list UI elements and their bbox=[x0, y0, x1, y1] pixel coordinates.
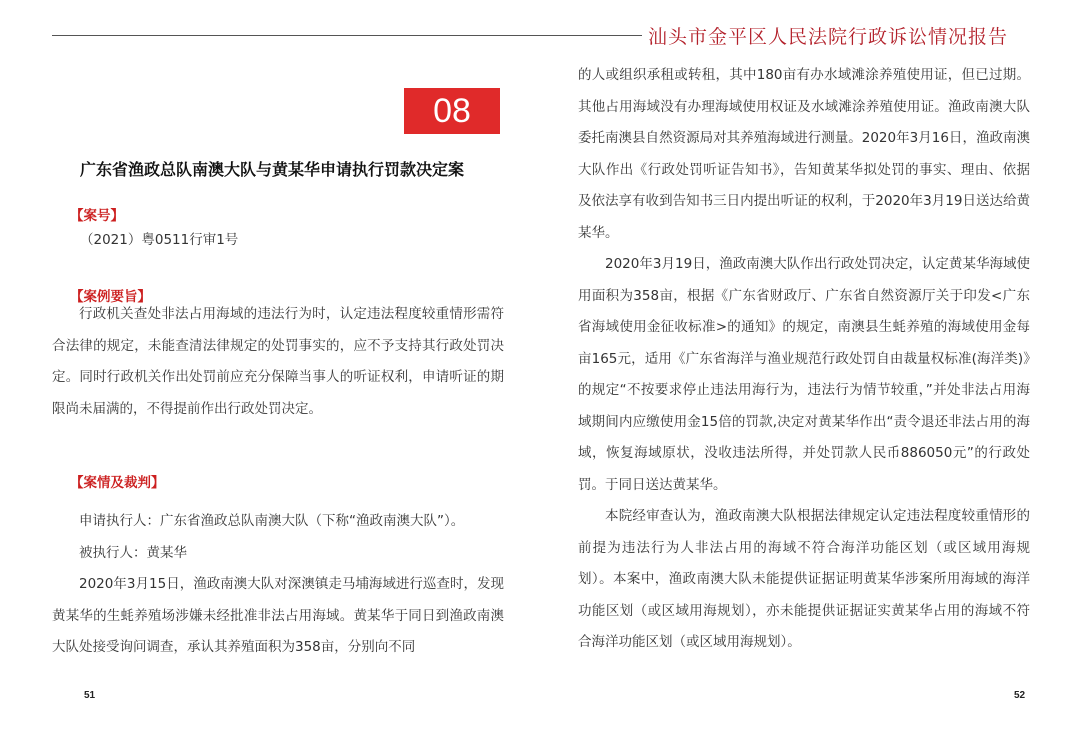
case-title: 广东省渔政总队南澳大队与黄某华申请执行罚款决定案 bbox=[80, 160, 465, 179]
facts-heading: 【案情及裁判】 bbox=[70, 475, 165, 491]
case-number-badge: 08 bbox=[404, 88, 500, 134]
penalty-paragraph: 2020年3月19日，渔政南澳大队作出行政处罚决定，认定黄某华海域使用面积为358亩，根据《广东省财政厅、广东省自然资源厅关于印发<广东省海域使用金征收标准>的通知》的规定，南澳县生蚝养殖的海域使用金每亩165元，适用《广东省海洋与渔业规范行政处罚自由裁量权标准(海洋类)》的规定“不按要求停止违法用海行为，违法行为情节较重，”并处非法占用海域期间内应缴使用金15倍的罚款,决定对黄某华作出“责令退还非法占用的海域，恢复海域原状，没收违法所得，并处罚款人民币886050元”的行政处罚。于同日送达黄某华。 bbox=[578, 256, 1030, 493]
facts-paragraph: 2020年3月15日，渔政南澳大队对深澳镇走马埔海域进行巡查时，发现黄某华的生蚝养殖场涉嫌未经批准非法占用海域。黄某华于同日到渔政南澳大队处接受询问调查，承认其养殖面积为358亩，分别向不同 bbox=[52, 576, 504, 655]
applicant-line: 申请执行人：广东省渔政总队南澳大队（下称“渔政南澳大队”）。 bbox=[79, 513, 465, 529]
header-rule bbox=[52, 35, 642, 36]
facts-section bbox=[52, 506, 504, 664]
respondent-line: 被执行人：黄某华 bbox=[79, 544, 187, 561]
review-paragraph: 本院经审查认为，渔政南澳大队根据法律规定认定违法程度较重情形的前提为违法行为人非法占用的海域不符合海洋功能区划（或区域用海规划）。本案中，渔政南澳大队未能提供证据证明黄某华涉案所用海域的海洋功能区划（或区域用海规划），亦未能提供证据证实黄某华占用的海域不符合海洋功能区划（或区域用海规划）。 bbox=[578, 508, 1030, 650]
continued-paragraph: 的人或组织承租或转租，其中180亩有办水域滩涂养殖使用证，但已过期。其他占用海域没有办理海域使用权证及水域滩涂养殖使用证。渔政南澳大队委托南澳县自然资源局对其养殖海域进行测量。2020年3月16日，渔政南澳大队作出《行政处罚听证告知书》，告知黄某华拟处罚的事实、理由、依据及依法享有收到告知书三日内提出听证的权利，于2020年3月19日送达给黄某华。 bbox=[578, 67, 1030, 241]
right-page-body bbox=[578, 60, 1030, 659]
case-no-value: （2021）粤0511行审1号 bbox=[80, 232, 239, 248]
gist-paragraph: 行政机关查处非法占用海域的违法行为时，认定违法程度较重情形需符合法律的规定，未能查清法律规定的处罚事实的，应不予支持其行政处罚决定。同时行政机关作出处罚前应充分保障当事人的听证权利，申请听证的期限尚未届满的，不得提前作出行政处罚决定。 bbox=[52, 306, 504, 417]
gist-heading: 【案例要旨】 bbox=[70, 289, 151, 305]
page-number-right: 52 bbox=[1014, 690, 1026, 701]
report-header-title: 汕头市金平区人民法院行政诉讼情况报告 bbox=[648, 26, 1009, 48]
gist-section bbox=[52, 299, 504, 425]
page-number-left: 51 bbox=[84, 690, 96, 701]
case-no-heading: 【案号】 bbox=[70, 208, 124, 224]
